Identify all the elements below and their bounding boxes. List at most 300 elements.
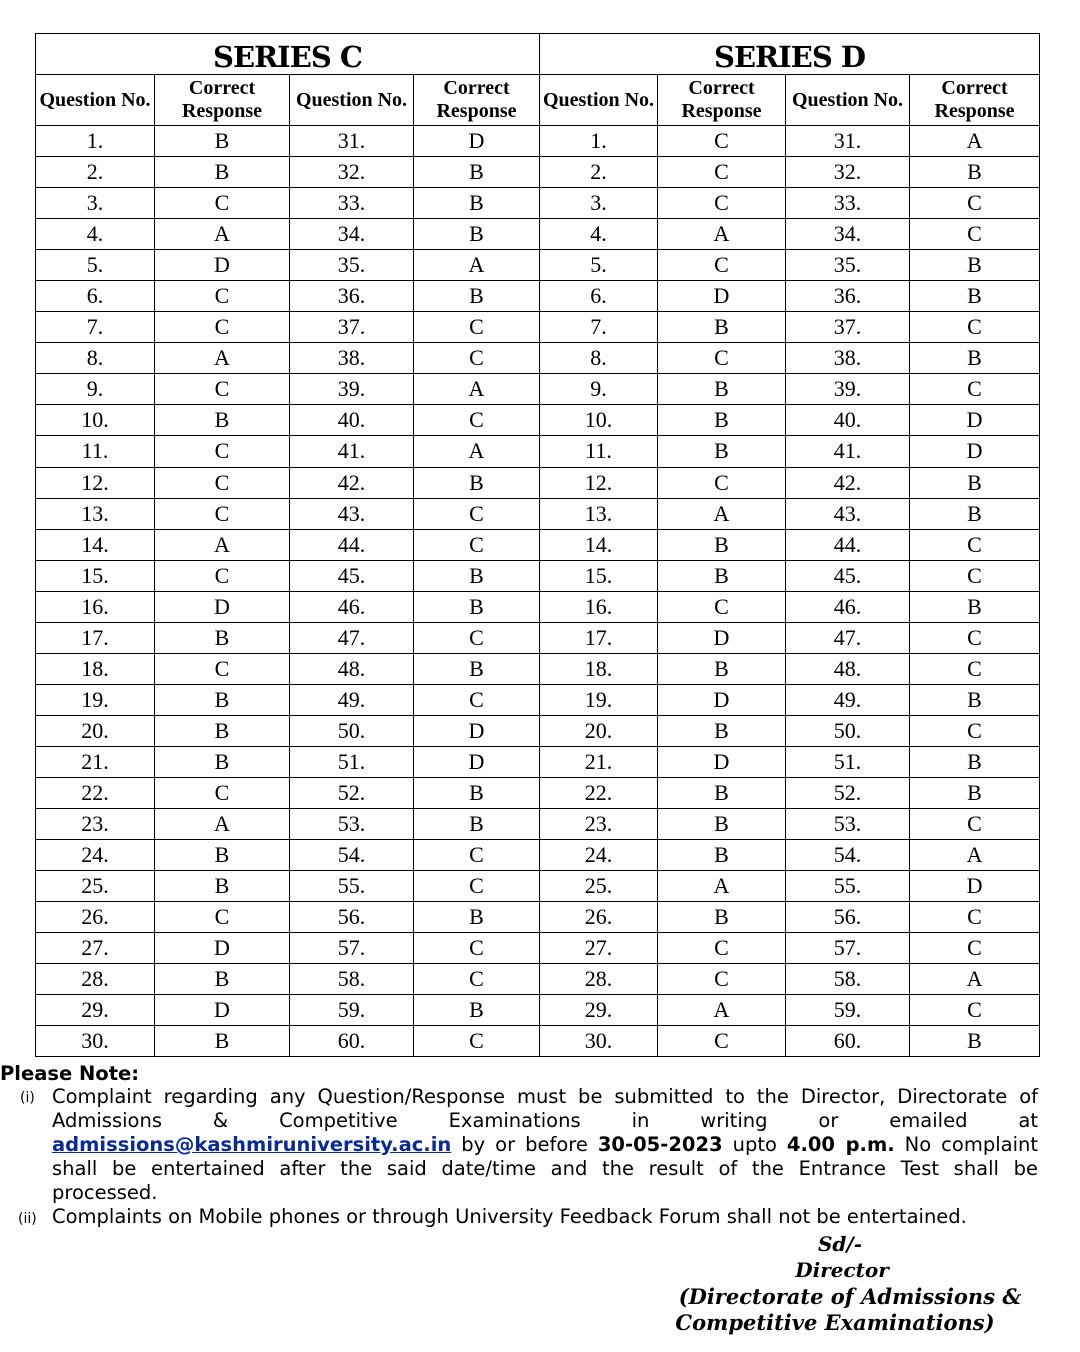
series-c-question-no: 12. — [36, 467, 155, 498]
series-c-question-no: 37. — [290, 312, 414, 343]
table-row — [36, 250, 1040, 281]
series-c-question-no: 13. — [36, 498, 155, 529]
series-d-question-no: 27. — [540, 933, 658, 964]
series-c-correct-response: D — [155, 591, 290, 622]
series-c-correct-response: C — [155, 374, 290, 405]
series-d-question-no: 16. — [540, 591, 658, 622]
series-c-correct-response: B — [155, 746, 290, 777]
series-d-question-no: 9. — [540, 374, 658, 405]
series-c-question-no: 39. — [290, 374, 414, 405]
series-c-question-no: 17. — [36, 622, 155, 653]
series-d-correct-response: B — [658, 777, 786, 808]
series-c-question-no: 56. — [290, 902, 414, 933]
series-d-correct-response: C — [658, 188, 786, 219]
series-c-correct-response: B — [155, 157, 290, 188]
series-d-correct-response: B — [658, 809, 786, 840]
series-d-question-no: 52. — [786, 777, 910, 808]
series-d-question-no: 24. — [540, 840, 658, 871]
series-c-question-no: 9. — [36, 374, 155, 405]
series-c-correct-response: C — [155, 498, 290, 529]
series-d-question-no: 38. — [786, 343, 910, 374]
series-c-correct-response: B — [155, 405, 290, 436]
series-d-question-no: 42. — [786, 467, 910, 498]
series-c-question-no: 2. — [36, 157, 155, 188]
series-c-correct-response: D — [414, 715, 540, 746]
series-c-correct-response: A — [155, 219, 290, 250]
series-d-correct-response: B — [658, 436, 786, 467]
series-d-question-no: 59. — [786, 995, 910, 1026]
series-d-question-no: 32. — [786, 157, 910, 188]
series-d-correct-response: B — [910, 250, 1040, 281]
series-c-correct-response: C — [414, 405, 540, 436]
series-d-question-no: 18. — [540, 653, 658, 684]
note-by-text: by or before — [451, 1133, 598, 1156]
question-no-header: Question No. — [540, 75, 658, 126]
table-row — [36, 746, 1040, 777]
series-c-question-no: 42. — [290, 467, 414, 498]
question-no-header: Question No. — [786, 75, 910, 126]
series-c-question-no: 46. — [290, 591, 414, 622]
table-row — [36, 902, 1040, 933]
series-c-correct-response: D — [414, 746, 540, 777]
table-row — [36, 653, 1040, 684]
series-d-question-no: 34. — [786, 219, 910, 250]
series-c-question-no: 5. — [36, 250, 155, 281]
series-c-correct-response: B — [414, 560, 540, 591]
table-row — [36, 157, 1040, 188]
series-d-correct-response: C — [658, 1026, 786, 1057]
series-c-correct-response: C — [155, 777, 290, 808]
series-c-question-no: 3. — [36, 188, 155, 219]
table-row — [36, 405, 1040, 436]
note-item-1-line-1: Complaint regarding any Question/Response must be submitted to the Director, Directorate of — [52, 1085, 1038, 1108]
series-c-question-no: 35. — [290, 250, 414, 281]
series-d-question-no: 23. — [540, 809, 658, 840]
series-c-correct-response: A — [155, 809, 290, 840]
series-d-correct-response: C — [658, 933, 786, 964]
series-c-question-no: 11. — [36, 436, 155, 467]
series-d-correct-response: D — [658, 684, 786, 715]
table-row — [36, 964, 1040, 995]
series-d-question-no: 20. — [540, 715, 658, 746]
series-c-correct-response: D — [414, 126, 540, 157]
series-d-correct-response: C — [910, 902, 1040, 933]
series-c-question-no: 4. — [36, 219, 155, 250]
series-d-correct-response: C — [910, 653, 1040, 684]
table-row — [36, 591, 1040, 622]
table-row — [36, 436, 1040, 467]
series-c-question-no: 24. — [36, 840, 155, 871]
series-c-correct-response: B — [155, 964, 290, 995]
series-d-question-no: 30. — [540, 1026, 658, 1057]
series-c-correct-response: C — [155, 467, 290, 498]
series-c-question-no: 43. — [290, 498, 414, 529]
answer-rows — [36, 126, 1040, 1057]
series-c-question-no: 59. — [290, 995, 414, 1026]
series-d-question-no: 29. — [540, 995, 658, 1026]
note-item-1-line-2-text: Admissions & Competitive Examinations in writing or emailed at — [52, 1109, 1038, 1132]
series-c-correct-response: C — [414, 622, 540, 653]
series-d-correct-response: C — [658, 126, 786, 157]
complaint-deadline-date: 30-05-2023 — [597, 1133, 723, 1156]
table-row — [36, 126, 1040, 157]
series-c-correct-response: B — [414, 809, 540, 840]
series-d-correct-response: C — [910, 560, 1040, 591]
series-d-correct-response: B — [658, 840, 786, 871]
series-c-question-no: 47. — [290, 622, 414, 653]
series-c-question-no: 22. — [36, 777, 155, 808]
series-d-correct-response: B — [658, 312, 786, 343]
series-d-question-no: 3. — [540, 188, 658, 219]
correct-response-header: Correct Response — [658, 75, 786, 126]
series-c-correct-response: C — [155, 188, 290, 219]
series-c-question-no: 14. — [36, 529, 155, 560]
series-d-question-no: 43. — [786, 498, 910, 529]
series-c-question-no: 52. — [290, 777, 414, 808]
series-d-question-no: 12. — [540, 467, 658, 498]
series-d-question-no: 4. — [540, 219, 658, 250]
series-c-question-no: 26. — [36, 902, 155, 933]
note-title: Please Note: — [0, 1062, 140, 1085]
series-d-question-no: 11. — [540, 436, 658, 467]
series-c-question-no: 15. — [36, 560, 155, 591]
series-c-correct-response: B — [155, 126, 290, 157]
series-d-correct-response: B — [910, 343, 1040, 374]
table-row — [36, 995, 1040, 1026]
series-c-heading: SERIES C — [36, 34, 540, 75]
series-d-correct-response: C — [910, 933, 1040, 964]
series-c-question-no: 38. — [290, 343, 414, 374]
table-row — [36, 809, 1040, 840]
series-c-correct-response: B — [414, 219, 540, 250]
series-c-correct-response: A — [155, 343, 290, 374]
note-item-1-line-5: processed. — [52, 1181, 158, 1204]
series-c-question-no: 29. — [36, 995, 155, 1026]
series-d-correct-response: B — [910, 746, 1040, 777]
question-no-header: Question No. — [290, 75, 414, 126]
complaint-email-link[interactable]: admissions@kashmiruniversity.ac.in — [52, 1133, 452, 1156]
series-c-correct-response: B — [414, 467, 540, 498]
series-c-question-no: 60. — [290, 1026, 414, 1057]
series-d-correct-response: A — [658, 219, 786, 250]
series-c-question-no: 48. — [290, 653, 414, 684]
series-d-correct-response: B — [910, 777, 1040, 808]
series-d-correct-response: A — [658, 995, 786, 1026]
series-c-question-no: 41. — [290, 436, 414, 467]
series-d-correct-response: B — [658, 902, 786, 933]
series-d-question-no: 44. — [786, 529, 910, 560]
series-d-question-no: 7. — [540, 312, 658, 343]
series-c-correct-response: C — [155, 281, 290, 312]
series-d-question-no: 46. — [786, 591, 910, 622]
series-d-correct-response: B — [910, 467, 1040, 498]
series-d-question-no: 8. — [540, 343, 658, 374]
note-upto-text: upto — [722, 1133, 787, 1156]
signature-office-line-2: Competitive Examinations) — [675, 1310, 995, 1335]
series-d-correct-response: C — [910, 995, 1040, 1026]
series-d-correct-response: C — [658, 964, 786, 995]
table-row — [36, 871, 1040, 902]
series-c-correct-response: C — [414, 840, 540, 871]
series-c-question-no: 57. — [290, 933, 414, 964]
series-d-question-no: 39. — [786, 374, 910, 405]
table-row — [36, 498, 1040, 529]
series-c-question-no: 36. — [290, 281, 414, 312]
series-d-correct-response: A — [910, 964, 1040, 995]
series-d-correct-response: D — [658, 746, 786, 777]
series-d-correct-response: C — [658, 591, 786, 622]
series-d-correct-response: B — [658, 560, 786, 591]
series-d-correct-response: C — [658, 467, 786, 498]
question-no-header: Question No. — [36, 75, 155, 126]
series-c-question-no: 1. — [36, 126, 155, 157]
table-row — [36, 933, 1040, 964]
signature-sd: Sd/- — [817, 1232, 863, 1256]
series-d-correct-response: D — [910, 405, 1040, 436]
correct-response-header: Correct Response — [414, 75, 540, 126]
series-c-question-no: 32. — [290, 157, 414, 188]
series-c-question-no: 16. — [36, 591, 155, 622]
series-c-question-no: 18. — [36, 653, 155, 684]
note-item-1-line-3 — [52, 1133, 1038, 1157]
note-item-1-line-4: shall be entertained after the said date/time and the result of the Entrance Test shall be — [52, 1157, 1038, 1180]
series-c-correct-response: C — [414, 1026, 540, 1057]
series-c-question-no: 23. — [36, 809, 155, 840]
series-d-question-no: 60. — [786, 1026, 910, 1057]
table-row — [36, 715, 1040, 746]
series-c-correct-response: D — [155, 250, 290, 281]
series-c-correct-response: C — [155, 653, 290, 684]
note-rest-text: No complaint — [894, 1133, 1038, 1156]
series-d-question-no: 35. — [786, 250, 910, 281]
series-c-question-no: 19. — [36, 684, 155, 715]
series-d-question-no: 57. — [786, 933, 910, 964]
complaint-deadline-time: 4.00 p.m. — [786, 1133, 895, 1156]
series-d-question-no: 10. — [540, 405, 658, 436]
series-c-question-no: 54. — [290, 840, 414, 871]
series-c-question-no: 6. — [36, 281, 155, 312]
table-row — [36, 560, 1040, 591]
series-c-correct-response: C — [155, 902, 290, 933]
series-c-question-no: 21. — [36, 746, 155, 777]
series-d-question-no: 28. — [540, 964, 658, 995]
answer-key-table — [35, 33, 1040, 1057]
table-row — [36, 343, 1040, 374]
series-d-correct-response: D — [910, 436, 1040, 467]
series-d-correct-response: D — [658, 622, 786, 653]
series-c-correct-response: C — [414, 312, 540, 343]
table-row — [36, 529, 1040, 560]
series-c-correct-response: B — [414, 281, 540, 312]
table-row — [36, 467, 1040, 498]
series-d-question-no: 55. — [786, 871, 910, 902]
series-c-correct-response: B — [414, 188, 540, 219]
series-c-correct-response: B — [155, 715, 290, 746]
series-d-question-no: 6. — [540, 281, 658, 312]
series-d-question-no: 37. — [786, 312, 910, 343]
table-row — [36, 777, 1040, 808]
series-c-question-no: 55. — [290, 871, 414, 902]
series-d-correct-response: D — [910, 871, 1040, 902]
series-d-question-no: 51. — [786, 746, 910, 777]
series-d-question-no: 31. — [786, 126, 910, 157]
correct-response-header: Correct Response — [910, 75, 1040, 126]
series-c-question-no: 53. — [290, 809, 414, 840]
series-c-correct-response: B — [155, 622, 290, 653]
note-item-2: Complaints on Mobile phones or through University Feedback Forum shall not be entertained. — [52, 1205, 967, 1228]
series-d-correct-response: B — [658, 529, 786, 560]
series-d-correct-response: C — [910, 529, 1040, 560]
series-c-question-no: 31. — [290, 126, 414, 157]
series-c-correct-response: A — [414, 250, 540, 281]
series-d-question-no: 14. — [540, 529, 658, 560]
series-c-question-no: 10. — [36, 405, 155, 436]
series-c-question-no: 28. — [36, 964, 155, 995]
series-c-correct-response: C — [414, 343, 540, 374]
series-c-question-no: 44. — [290, 529, 414, 560]
series-c-question-no: 30. — [36, 1026, 155, 1057]
series-d-correct-response: B — [910, 591, 1040, 622]
table-row — [36, 219, 1040, 250]
series-d-question-no: 22. — [540, 777, 658, 808]
series-d-question-no: 13. — [540, 498, 658, 529]
series-c-correct-response: B — [155, 1026, 290, 1057]
series-d-question-no: 33. — [786, 188, 910, 219]
series-d-correct-response: B — [658, 653, 786, 684]
series-d-correct-response: C — [658, 343, 786, 374]
series-c-correct-response: B — [155, 684, 290, 715]
series-c-correct-response: B — [155, 840, 290, 871]
series-d-correct-response: B — [910, 281, 1040, 312]
note-item-1-number: (i) — [20, 1090, 35, 1106]
series-d-correct-response: D — [658, 281, 786, 312]
series-d-heading: SERIES D — [540, 34, 1040, 75]
series-c-correct-response: B — [414, 591, 540, 622]
correct-response-header: Correct Response — [155, 75, 290, 126]
series-c-question-no: 20. — [36, 715, 155, 746]
series-d-correct-response: C — [910, 622, 1040, 653]
signature-title: Director — [795, 1258, 889, 1282]
series-d-correct-response: C — [910, 715, 1040, 746]
series-c-correct-response: B — [414, 995, 540, 1026]
series-d-question-no: 50. — [786, 715, 910, 746]
series-d-question-no: 47. — [786, 622, 910, 653]
series-d-question-no: 26. — [540, 902, 658, 933]
table-row — [36, 840, 1040, 871]
series-c-correct-response: B — [414, 653, 540, 684]
series-c-correct-response: D — [155, 995, 290, 1026]
series-d-correct-response: C — [910, 374, 1040, 405]
series-d-question-no: 17. — [540, 622, 658, 653]
series-d-question-no: 19. — [540, 684, 658, 715]
table-row — [36, 684, 1040, 715]
series-c-correct-response: C — [155, 560, 290, 591]
series-c-correct-response: B — [414, 902, 540, 933]
series-d-correct-response: B — [658, 374, 786, 405]
series-c-question-no: 50. — [290, 715, 414, 746]
series-d-question-no: 54. — [786, 840, 910, 871]
table-row — [36, 281, 1040, 312]
series-d-correct-response: B — [658, 405, 786, 436]
series-c-correct-response: D — [155, 933, 290, 964]
series-d-correct-response: B — [910, 498, 1040, 529]
series-d-correct-response: A — [910, 126, 1040, 157]
series-d-question-no: 49. — [786, 684, 910, 715]
series-c-question-no: 8. — [36, 343, 155, 374]
series-d-question-no: 21. — [540, 746, 658, 777]
series-c-question-no: 58. — [290, 964, 414, 995]
series-d-question-no: 58. — [786, 964, 910, 995]
series-c-question-no: 34. — [290, 219, 414, 250]
series-c-question-no: 25. — [36, 871, 155, 902]
signature-office-line-1: (Directorate of Admissions & — [678, 1284, 1022, 1309]
series-d-question-no: 25. — [540, 871, 658, 902]
series-c-correct-response: C — [414, 964, 540, 995]
series-d-correct-response: B — [910, 684, 1040, 715]
series-d-question-no: 53. — [786, 809, 910, 840]
series-d-question-no: 36. — [786, 281, 910, 312]
table-row — [36, 374, 1040, 405]
series-c-question-no: 27. — [36, 933, 155, 964]
series-c-correct-response: B — [414, 157, 540, 188]
series-d-question-no: 40. — [786, 405, 910, 436]
series-c-question-no: 7. — [36, 312, 155, 343]
table-row — [36, 1026, 1040, 1057]
table-row — [36, 622, 1040, 653]
series-d-correct-response: B — [910, 157, 1040, 188]
series-d-correct-response: C — [658, 250, 786, 281]
series-d-question-no: 1. — [540, 126, 658, 157]
series-d-question-no: 41. — [786, 436, 910, 467]
series-c-question-no: 49. — [290, 684, 414, 715]
series-c-correct-response: C — [414, 933, 540, 964]
series-c-correct-response: A — [414, 436, 540, 467]
series-d-question-no: 2. — [540, 157, 658, 188]
series-c-correct-response: C — [155, 436, 290, 467]
series-d-correct-response: A — [658, 871, 786, 902]
series-d-question-no: 45. — [786, 560, 910, 591]
series-c-correct-response: C — [414, 871, 540, 902]
series-c-question-no: 45. — [290, 560, 414, 591]
note-item-1-line-2 — [52, 1109, 1038, 1133]
note-item-2-number: (ii) — [18, 1211, 37, 1227]
series-c-correct-response: A — [155, 529, 290, 560]
series-c-correct-response: C — [155, 312, 290, 343]
series-c-correct-response: C — [414, 529, 540, 560]
series-c-question-no: 33. — [290, 188, 414, 219]
series-c-question-no: 40. — [290, 405, 414, 436]
table-row — [36, 312, 1040, 343]
series-d-correct-response: A — [910, 840, 1040, 871]
series-d-correct-response: B — [658, 715, 786, 746]
series-c-correct-response: B — [414, 777, 540, 808]
series-c-correct-response: C — [414, 498, 540, 529]
series-d-correct-response: C — [910, 219, 1040, 250]
series-c-question-no: 51. — [290, 746, 414, 777]
series-d-question-no: 5. — [540, 250, 658, 281]
table-row — [36, 188, 1040, 219]
series-d-question-no: 56. — [786, 902, 910, 933]
series-d-correct-response: C — [910, 312, 1040, 343]
series-d-correct-response: C — [910, 188, 1040, 219]
series-d-question-no: 48. — [786, 653, 910, 684]
series-d-correct-response: C — [910, 809, 1040, 840]
series-d-correct-response: B — [910, 1026, 1040, 1057]
series-d-correct-response: C — [658, 157, 786, 188]
series-d-correct-response: A — [658, 498, 786, 529]
series-d-question-no: 15. — [540, 560, 658, 591]
series-c-correct-response: C — [414, 684, 540, 715]
